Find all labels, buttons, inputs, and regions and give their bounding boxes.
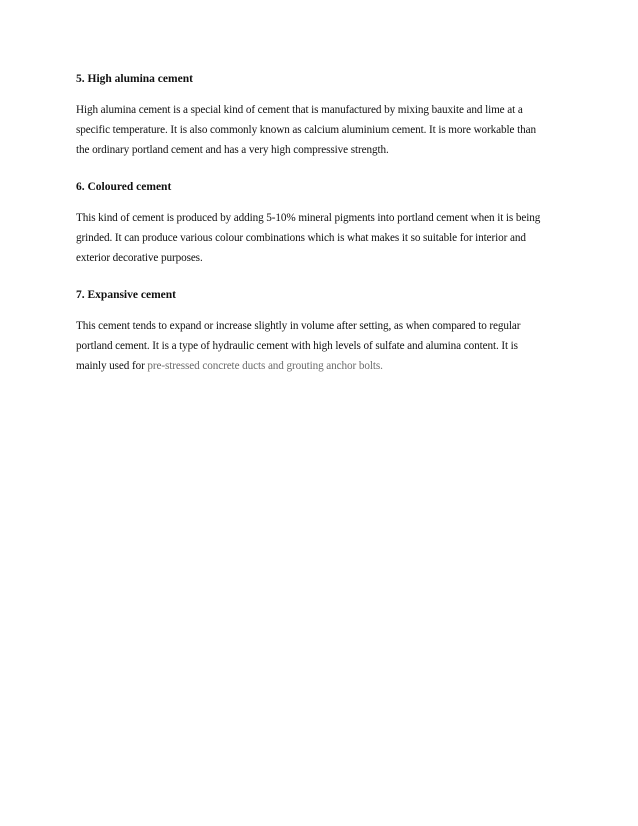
line-tail-text: pre-stressed concrete ducts and grouting anchor bolts. (147, 360, 383, 372)
section-paragraph (76, 316, 576, 376)
paragraph-line: This cement tends to expand or increase slightly in volume after setting, as when compared to regular (76, 320, 521, 332)
paragraph-line: portland cement. It is a type of hydraulic cement with high levels of sulfate and alumina content. It is (76, 340, 518, 352)
paragraph-line-last (76, 356, 576, 376)
paragraph-line: specific temperature. It is also commonly known as calcium aluminium cement. It is more workable than (76, 124, 536, 136)
section-expansive-cement (76, 288, 576, 376)
section-high-alumina-cement (76, 72, 576, 160)
section-heading: 6. Coloured cement (76, 181, 172, 193)
paragraph-line: the ordinary portland cement and has a very high compressive strength. (76, 144, 389, 156)
section-paragraph (76, 100, 576, 160)
paragraph-line: This kind of cement is produced by adding 5-10% mineral pigments into portland cement when it is being (76, 212, 541, 224)
section-coloured-cement (76, 180, 576, 268)
section-heading: 5. High alumina cement (76, 73, 193, 85)
paragraph-line: grinded. It can produce various colour combinations which is what makes it so suitable for interior and (76, 232, 526, 244)
line-start-text: mainly used for (76, 360, 148, 372)
paragraph-line: High alumina cement is a special kind of cement that is manufactured by mixing bauxite and lime at a (76, 104, 523, 116)
section-heading: 7. Expansive cement (76, 289, 176, 301)
section-paragraph (76, 208, 576, 268)
paragraph-line: exterior decorative purposes. (76, 252, 203, 264)
